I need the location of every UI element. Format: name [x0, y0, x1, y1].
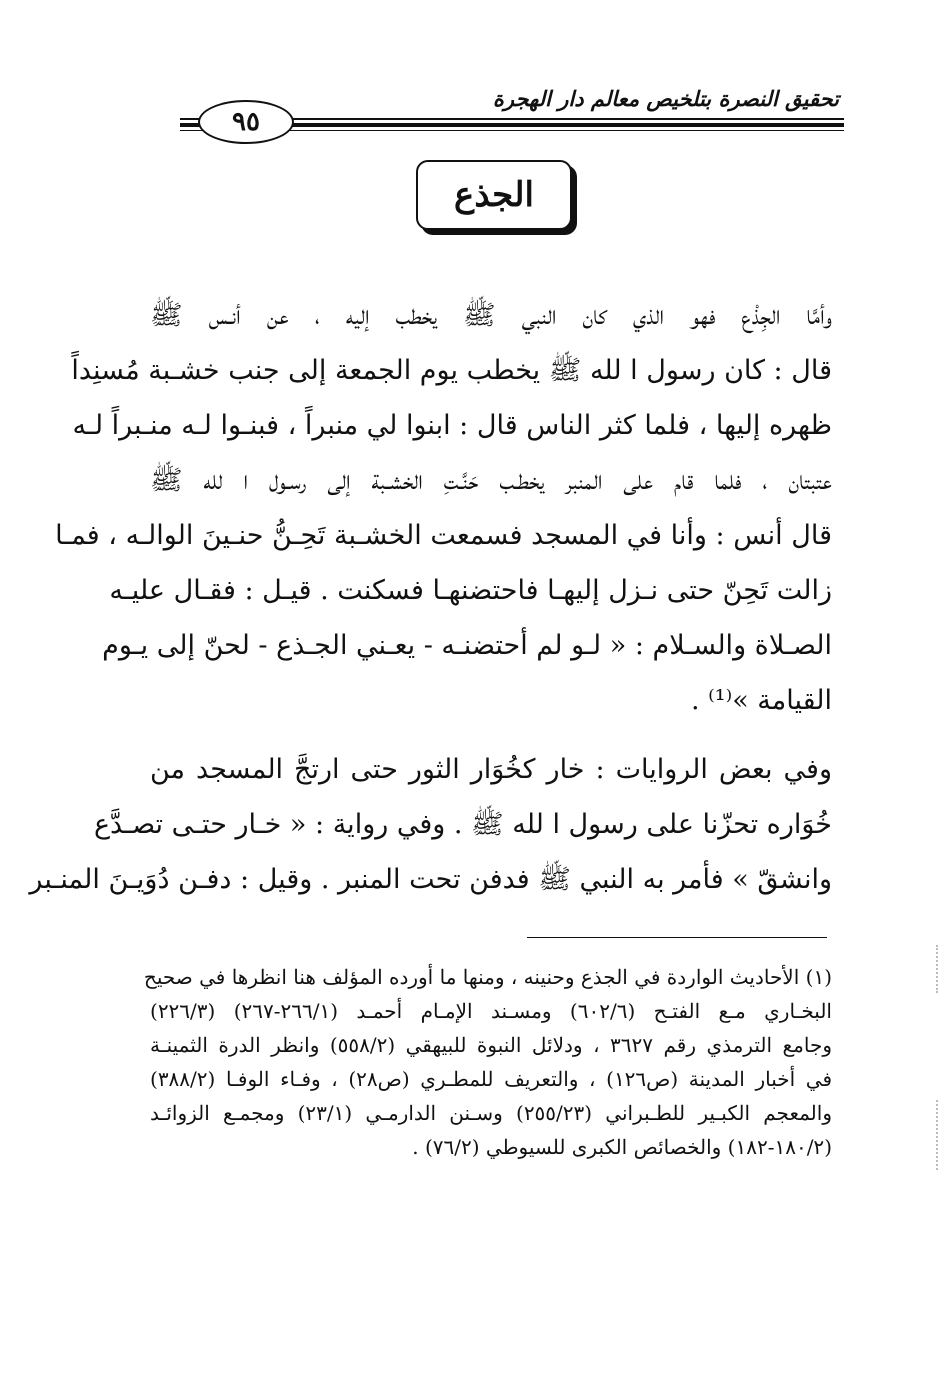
footnote-line: والمعجم الكبـير للطـبراني (٢٥٥/٢٣) وسـنن الدارمـي (٢٣/١) ومجمـع الزوائـد [150, 1101, 832, 1125]
text-line: زالت تَحِنّ حتى نـزل إليهـا فاحتضنهـا فسكنت . قيـل : فقـال عليـه [109, 575, 832, 606]
text-line: وأمَّا الجِذْع فهو الذي كان النبي ﷺ يخطب إليه ، عن أنـس ﷺ [150, 300, 832, 331]
paragraph-1 [55, 288, 832, 728]
text-line: وفي بعض الروايات : خار كخُوَار الثور حتى ارتجَّ المسجد من [150, 754, 832, 785]
text-line: ظهره إليها ، فلما كثر الناس قال : ابنوا لي منبراً ، فبنـوا لـه منـبراً لـه [72, 410, 832, 441]
running-title: تحقيق النصرة بتلخيص معالم دار الهجرة [492, 86, 839, 111]
text-line: قال : كان رسول ا لله ﷺ يخطب يوم الجمعة إلى جنب خشـبة مُسنِداً [71, 355, 832, 386]
scan-artifact [928, 945, 938, 993]
chapter-title: الجذع [416, 160, 572, 230]
scan-artifact [928, 1100, 938, 1170]
paragraph-2 [29, 742, 832, 907]
text-line: خُوَاره تحزّنا على رسول ا لله ﷺ . وفي رواية : « خـار حتـى تصـدَّع [93, 809, 832, 840]
footnote-line: في أخبار المدينة (ص١٢٦) ، والتعريف للمطـري (ص٢٨) ، وفـاء الوفـا (٣٨٨/٢) [150, 1067, 833, 1091]
page-number: ٩٥ [198, 100, 294, 144]
text-line: وانشقّ » فأمر به النبي ﷺ فدفن تحت المنبر . وقيل : دفـن دُوَيـنَ المنـبر [29, 864, 832, 895]
footnotes [143, 960, 833, 1164]
text-line: قال أنس : وأنا في المسجد فسمعت الخشـبة تَحِـنُّ حنـينَ الوالـه ، فمـا [55, 520, 832, 551]
footnote-line: وجامع الترمذي رقم ٣٦٢٧ ، ودلائل النبوة للبيهقي (٥٥٨/٢) وانظر الدرة الثمينـة [150, 1033, 832, 1057]
footnote-line: (١) الأحاديث الواردة في الجذع وحنينه ، ومنها ما أورده المؤلف هنا انظرها في صحيح [143, 965, 832, 989]
text-line: عتبتان ، فلما قام على المنبر يخطـب حَنَّـتِ الخشـبة إلى رسـول ا لله ﷺ [150, 465, 832, 496]
text-line: الصـلاة والسـلام : « لـو لم أحتضنـه - يعـني الجـذع - لحنّ إلى يـوم [102, 630, 832, 661]
footnote-line: (١٨٠/٢-١٨٢) والخصائص الكبرى للسيوطي (٧٦/٢) . [412, 1135, 832, 1159]
footnote-separator [527, 937, 827, 938]
footnote-line: البخـاري مـع الفتـح (٦٠٢/٦) ومسـند الإمـام أحمـد (٢٦٦/١-٢٦٧) (٢٢٦/٣) [150, 999, 832, 1023]
text-line: القيامة »⁽¹⁾ . [690, 685, 832, 716]
